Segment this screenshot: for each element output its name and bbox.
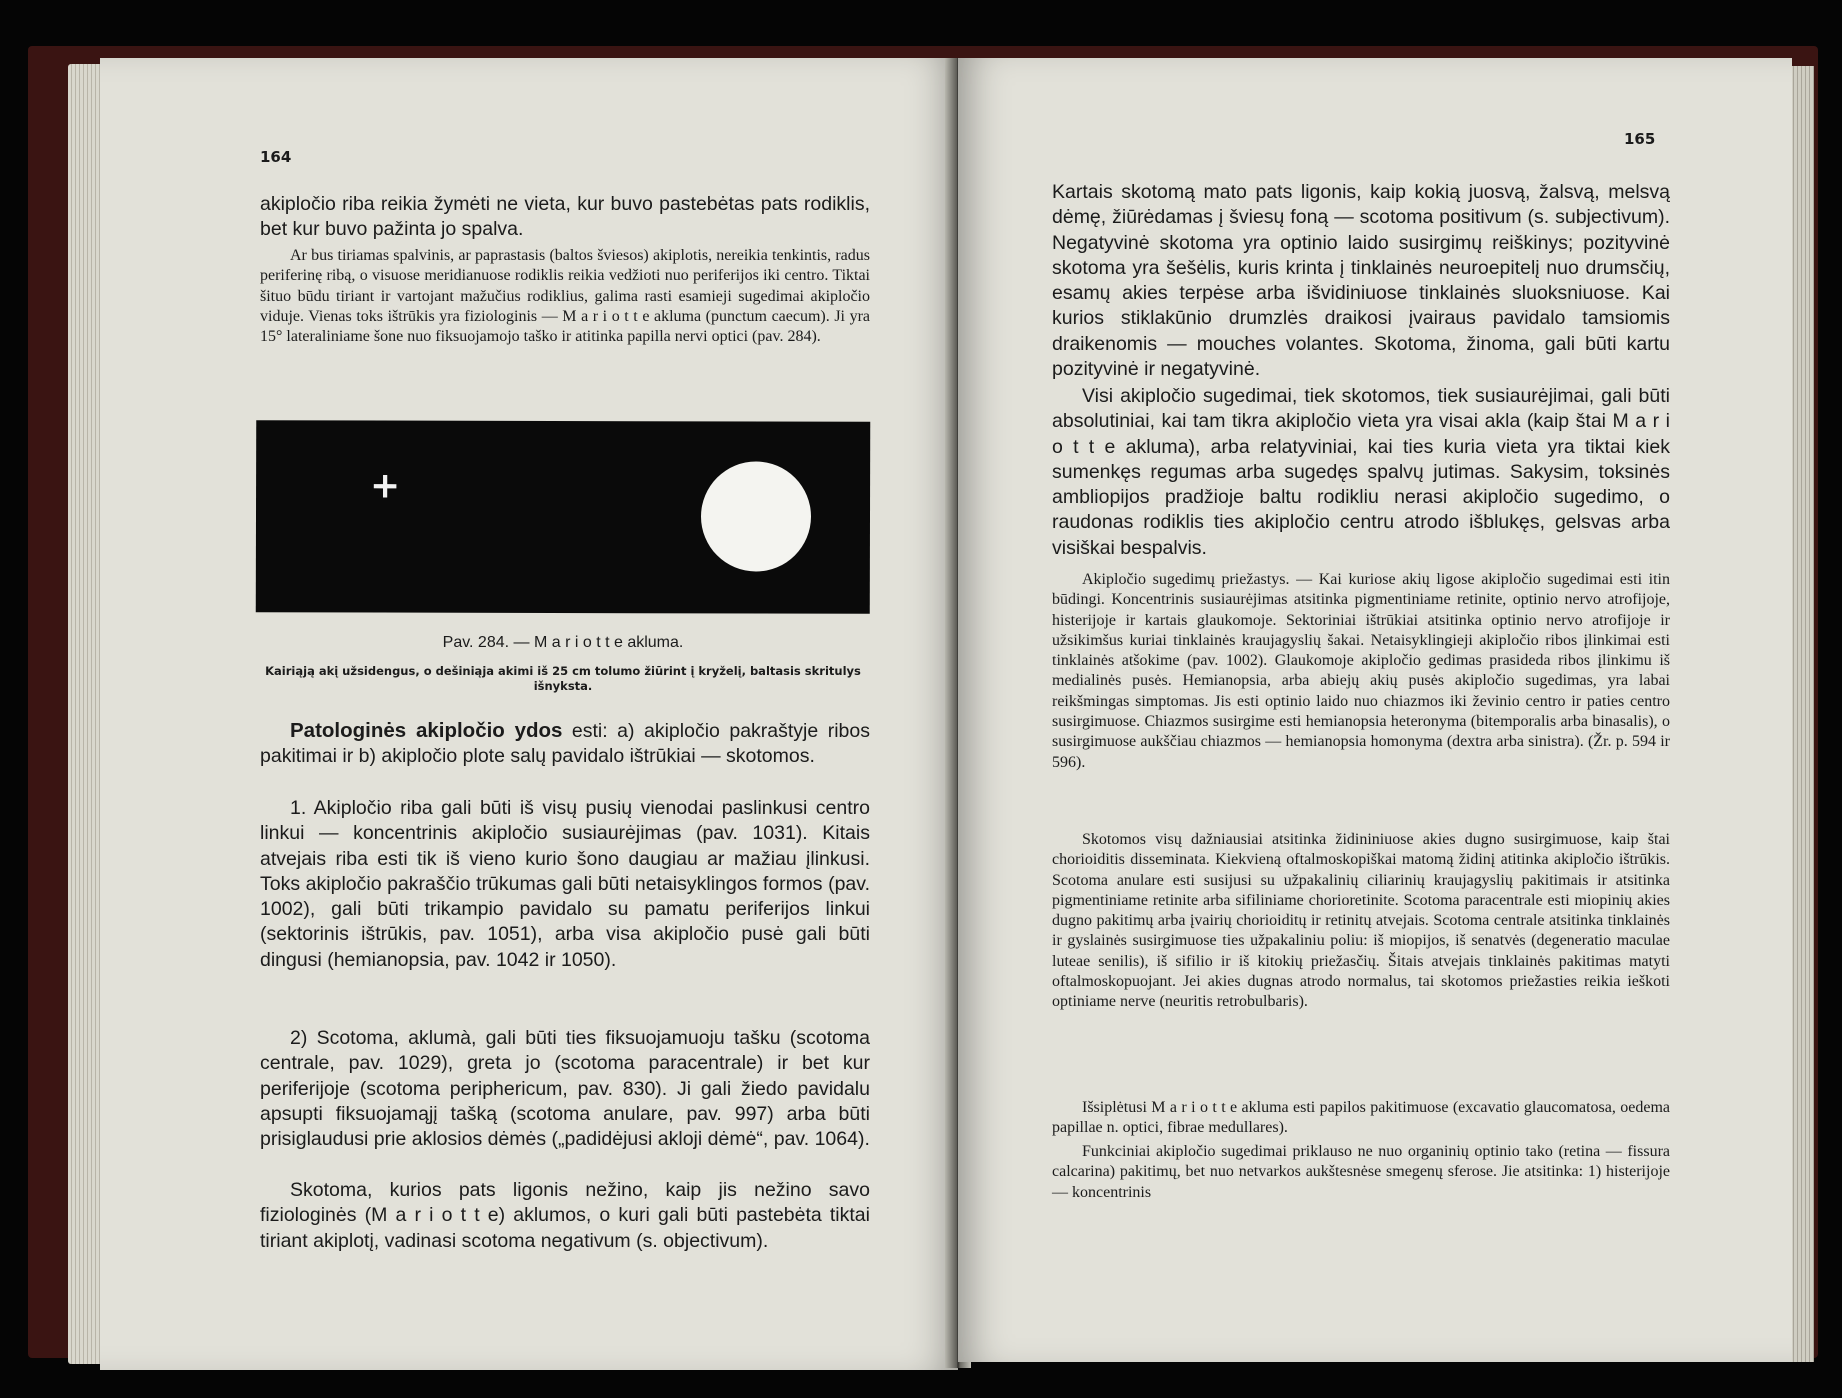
left-page [100, 58, 958, 1370]
page-number-left: 164 [260, 148, 292, 166]
left-para-4: 1. Akipločio riba gali būti iš visų pusių vienodai paslinkusi centro linkui — koncentrinis akipločio susiaurėjimas (pav. 1031). Kitais atvejais riba esti tik iš vieno kurio šono daugiau ar mažiau įlinkusi. Toks akipločio pakraščio trūkumas gali būti netaisyklingos formos (pav. 1002), gali būti trikampio pavidalo su pamatu periferijos linkui (sektorinis ištrūkis, pav. 1051), arba visa akipločio pusė gali būti dingusi (hemianopsia, pav. 1042 ir 1050). [260, 797, 870, 971]
right-page [958, 58, 1792, 1362]
left-para-1: akipločio riba reikia žymėti ne vieta, kur buvo pastebėtas pats rodiklis, bet kur buvo pažinta jo spalva. [260, 193, 870, 241]
right-para-3: Akipločio sugedimų priežastys. — Kai kuriose akių ligose akipločio sugedimai esti itin būdingi. Koncentrinis susiaurėjimas atsitinka pigmentiniame retinite, optinio nervo atrofijoje, histerijoje ir kartais glaukomoje. Sektoriniai ištrūkiai atsitinka optinio nervo atrofijoje ir užsikimšus kuriai tinklainės kraujagyslių šakai. Netaisyklingieji akipločio ribos įlinkimai esti tinklainės atšokime (pav. 1002). Glaukomoje akipločio gedimas prasideda ribos įlinkimu iš medialinės pusės. Hemianopsia, arba abiejų akių pusės akipločio sugedimas, yra labai reikšmingas simptomas. Jis esti optinio laido nuo chiazmos iki ževinio centro ir paties centro susirgimuose. Chiazmos susirgime esti hemianopsia heteronyma (bitemporalis arba binasalis), o susirgimuose aukščiau chiazmos — hemianopsia homonyma (dextra arba sinistra). (Žr. p. 594 ir 596). [1052, 571, 1670, 771]
right-para-4: Skotomos visų dažniausiai atsitinka židininiuose akies dugno susirgimuose, kaip štai chorioiditis disseminata. Kiekvieną oftalmoskopiškai matomą židinį atitinka akipločio ištrūkis. Scotoma anulare esti susijusi su užpakalinių ciliarinių kraujagyslių pakitimais ir atsitinka pigmentiniame retinite arba sifiliniame chorioretinite. Scotoma paracentrale esti miopinių akies dugno pakitimų arba įvairių chorioiditų ir retinitų atvejais. Scotoma centrale atsitinka tinklainės ir gyslainės susirgimuose ties užpakaliniu poliu: iš miopijos, iš senatvės (degeneratio maculae luteae senilis), iš sifilio ir iš kitokių priežasčių. Šitais atvejais tinklainės pakitimas matyti oftalmoskopuojant. Jei akies dugnas atrodo normalus, tai skotomos priežasties reikia ieškoti optiniame nerve (neuritis retrobulbaris). [1052, 831, 1670, 1011]
right-para-6: Funkciniai akipločio sugedimai priklauso ne nuo organinių optinio tako (retina — fissura calcarina) pakitimų, bet nuo netvarkos aukštesnėse smegenų sferose. Jie atsitinka: 1) histerijoje — koncentrinis [1052, 1143, 1670, 1201]
mariotte-figure [256, 420, 871, 614]
page-edges-right [1790, 66, 1814, 1362]
left-para-3: Patologinės akipločio ydos esti: a) akipločio pakraštyje ribos pakitimai ir b) akipločio plote salų pavidalo ištrūkiai — skotomos. [260, 719, 870, 768]
left-para-2: Ar bus tiriamas spalvinis, ar paprastasis (baltos šviesos) akiplotis, nereikia tenkintis, radus periferinę ribą, o visuose meridianuose rodiklis reikia vedžioti nuo periferijos iki centro. Tiktai šituo būdu tiriant ir vartojant mažučius rodiklius, galima rasti esamieji sugedimai akipločio viduje. Vienas toks ištrūkis yra fiziologinis — M a r i o t t e akluma (punctum caecum). Ji yra 15° lateraliniame šone nuo fiksuojamojo taško ir atitinka papilla nervi optici (pav. 284). [260, 247, 870, 346]
fixation-cross-icon: + [370, 465, 401, 507]
section-heading: Patologinės akipločio ydos [290, 719, 563, 742]
right-para-2: Visi akipločio sugedimai, tiek skotomos, tiek susiaurėjimai, gali būti absolutiniai, kai tam tikra akipločio vieta yra visai akla (kaip štai M a r i o t t e akluma), arba relatyviniai, kai ties kuria vieta yra tiktai kiek sumenkęs regumas arba sugedęs spalvų jutimas. Sakysim, toksinės ambliopijos pradžioje baltu rodikliu nerasi akipločio sugedimo, o raudonas rodiklis ties akipločio centru atrodo išblukęs, gelsvas arba visiškai bespalvis. [1052, 385, 1670, 559]
left-para-5: 2) Scotoma, aklumà, gali būti ties fiksuojamuoju tašku (scotoma centrale, pav. 1029), greta jo (scotoma paracentrale) ir bet kur periferijoje (scotoma periphericum, pav. 830). Ji gali žiedo pavidalu apsupti fiksuojamąjį tašką (scotoma anulare, pav. 997) arba būti prisiglaudusi prie aklosios dėmės („padidėjusi akloji dėmė“, pav. 1064). [260, 1027, 870, 1151]
figure-caption-title: Pav. 284. — M a r i o t t e akluma. [442, 634, 684, 651]
page-number-right: 165 [1624, 130, 1656, 148]
white-disc [701, 461, 811, 571]
right-para-1: Kartais skotomą mato pats ligonis, kaip kokią juosvą, žalsvą, melsvą dėmę, žiūrėdamas į šviesų foną — scotoma positivum (s. subjectivum). Negatyvinė skotoma yra optinio laido susirgimų reiškinys; pozityvinė skotoma yra šešėlis, kuris krinta į tinklainės neuroepitelį nuo drumsčių, esamų akies terpėse arba išvidiniuose tinklainės sluoksniuose. Kai kurios stiklakūnio drumzlės draikosi įvairaus pavidalo tamsiomis draikenomis — mouches volantes. Skotoma, žinoma, gali būti kartu pozityvinė ir negatyvinė. [1052, 181, 1670, 381]
right-para-5: Išsiplėtusi M a r i o t t e akluma esti papilos pakitimuose (excavatio glaucomatosa, oedema papillae n. optici, fibrae medullares). [1052, 1099, 1670, 1137]
left-para-6: Skotoma, kurios pats ligonis nežino, kaip jis nežino savo fiziologinės (M a r i o t t e) aklumos, o kuri gali būti pastebėta tiktai tiriant akiplotį, vadinasi scotoma negativum (s. objectivum). [260, 1179, 870, 1252]
figure-caption-text: Kairiąją akį užsidengus, o dešiniąja akimi iš 25 cm tolumo žiūrint į kryželį, baltasis skritulys išnyksta. [265, 664, 861, 693]
